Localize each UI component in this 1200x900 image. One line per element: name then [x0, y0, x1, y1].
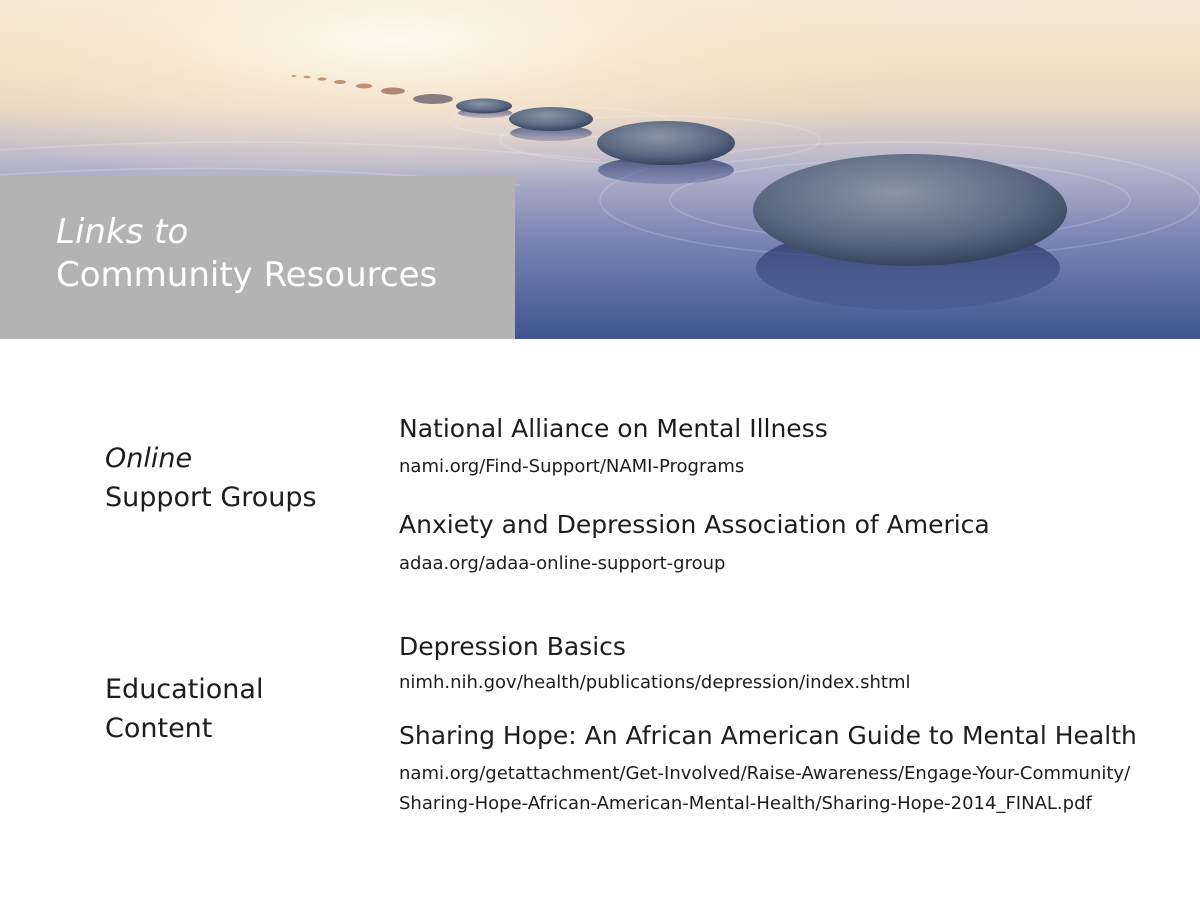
- resource-url[interactable]: [399, 789, 1092, 819]
- section-label-line1: Online: [105, 443, 193, 474]
- resource-title: Depression Basics: [399, 632, 626, 661]
- resource-url[interactable]: [399, 452, 744, 482]
- section-label-line1: Educational: [105, 674, 264, 705]
- section-label-line2: Support Groups: [105, 482, 317, 513]
- page-title-line2: Community Resources: [56, 255, 438, 295]
- resource-title: Sharing Hope: An African American Guide to Mental Health: [399, 721, 1137, 750]
- section-label-educational-content: [105, 670, 263, 748]
- resource-url[interactable]: [399, 759, 1130, 789]
- resource-link[interactable]: adaa.org/adaa-online-support-group: [399, 553, 726, 574]
- section-label-online-support: [105, 439, 317, 517]
- resource-link[interactable]: nami.org/Find-Support/NAMI-Programs: [399, 456, 745, 477]
- resource-title: Anxiety and Depression Association of America: [399, 510, 990, 539]
- resource-link[interactable]: Sharing-Hope-African-American-Mental-Health/Sharing-Hope-2014_FINAL.pdf: [399, 793, 1092, 814]
- section-label-line2: Content: [105, 713, 213, 744]
- resource-link[interactable]: nimh.nih.gov/health/publications/depression/index.shtml: [399, 672, 911, 693]
- resource-link[interactable]: nami.org/getattachment/Get-Involved/Raise-Awareness/Engage-Your-Community/: [399, 763, 1131, 784]
- page-title-line1: Links to: [56, 212, 189, 252]
- resource-title: National Alliance on Mental Illness: [399, 414, 828, 443]
- resource-url[interactable]: [399, 549, 725, 579]
- resource-url[interactable]: [399, 668, 911, 698]
